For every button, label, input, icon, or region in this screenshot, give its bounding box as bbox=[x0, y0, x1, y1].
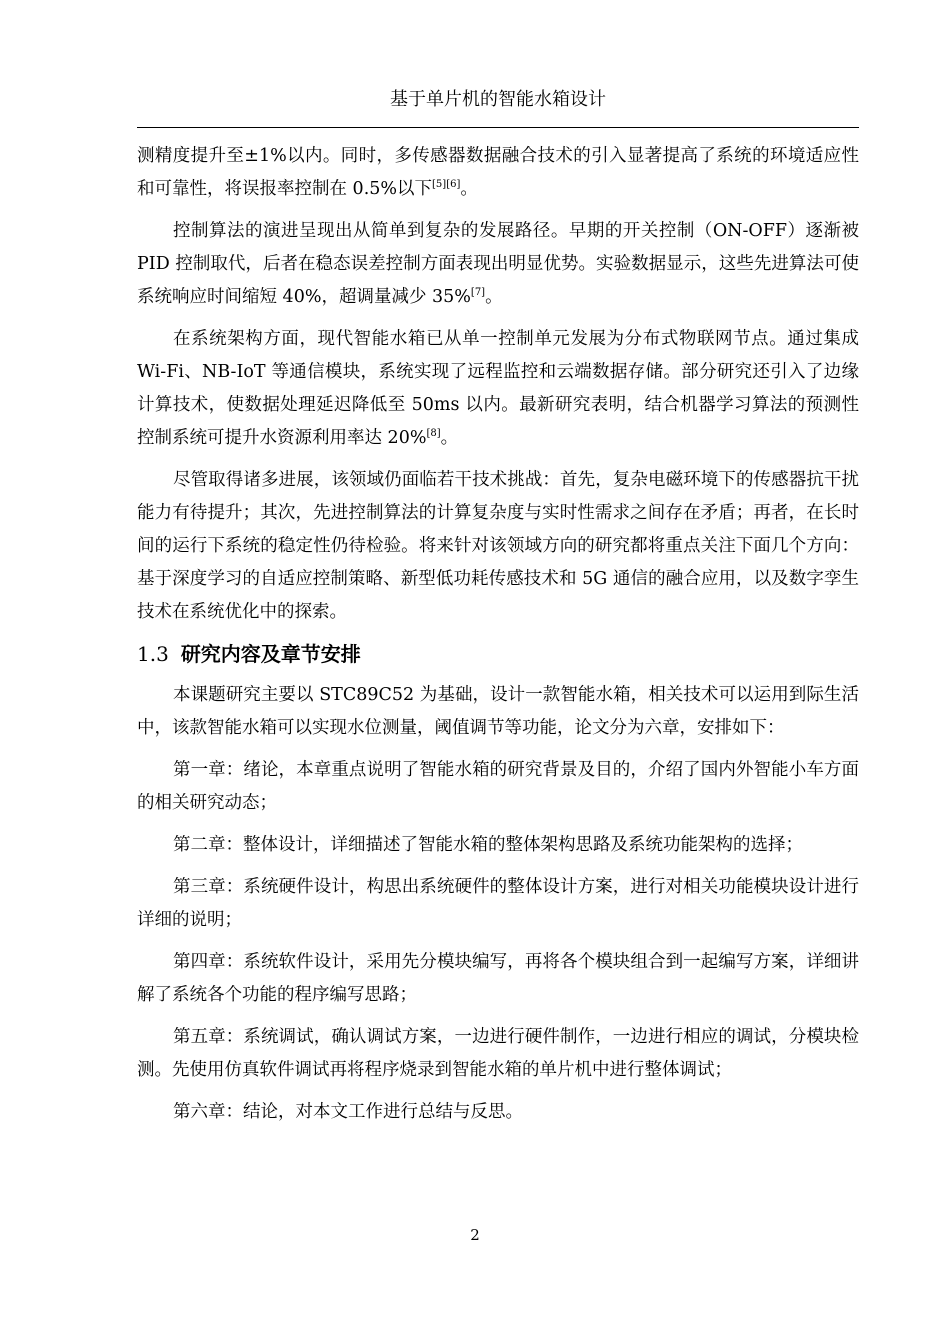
paragraph-intro: 本课题研究主要以 STC89C52 为基础，设计一款智能水箱，相关技术可以运用到际生活中，该款智能水箱可以实现水位测量，阈值调节等功能，论文分为六章，安排如下： bbox=[137, 685, 859, 738]
chapter-item-6: 第六章：结论，对本文工作进行总结与反思。 bbox=[173, 1102, 523, 1122]
chapter-item-1: 第一章：绪论，本章重点说明了智能水箱的研究背景及目的，介绍了国内外智能小车方面的相关研究动态； bbox=[137, 760, 859, 813]
chapter-item-2: 第二章：整体设计，详细描述了智能水箱的整体架构思路及系统功能架构的选择； bbox=[173, 835, 803, 855]
chapter-item-5: 第五章：系统调试，确认调试方案，一边进行硬件制作，一边进行相应的调试，分模块检测。先使用仿真软件调试再将程序烧录到智能水箱的单片机中进行整体调试； bbox=[137, 1027, 859, 1080]
running-header: 基于单片机的智能水箱设计 bbox=[390, 89, 606, 110]
chapter-item-4: 第四章：系统软件设计，采用先分模块编写，再将各个模块组合到一起编写方案，详细讲解了系统各个功能的程序编写思路； bbox=[137, 952, 859, 1005]
chapter-item-3: 第三章：系统硬件设计，构思出系统硬件的整体设计方案，进行对相关功能模块设计进行详细的说明； bbox=[137, 877, 859, 930]
citation: [8] bbox=[426, 428, 441, 439]
header-rule bbox=[137, 127, 859, 128]
paragraph-system-architecture: 在系统架构方面，现代智能水箱已从单一控制单元发展为分布式物联网节点。通过集成 Wi-Fi、NB-IoT 等通信模块，系统实现了远程监控和云端数据存储。部分研究还引入了边缘计算技术，使数据处理延迟降低至 50ms 以内。最新研究表明，结合机器学习算法的预测性控制系统可提升水资源利用率达 20%[8]。 bbox=[137, 329, 859, 448]
paragraph-challenges: 尽管取得诸多进展，该领域仍面临若干技术挑战：首先，复杂电磁环境下的传感器抗干扰能力有待提升；其次，先进控制算法的计算复杂度与实时性需求之间存在矛盾；再者，在长时间的运行下系统的稳定性仍待检验。将来针对该领域方向的研究都将重点关注下面几个方向：基于深度学习的自适应控制策略、新型低功耗传感技术和 5G 通信的融合应用，以及数字孪生技术在系统优化中的探索。 bbox=[137, 470, 859, 622]
page-body bbox=[137, 140, 859, 1129]
paragraph-control-algorithms: 控制算法的演进呈现出从简单到复杂的发展路径。早期的开关控制（ON-OFF）逐渐被 PID 控制取代，后者在稳态误差控制方面表现出明显优势。实验数据显示，这些先进算法可使系统响应时间缩短 40%，超调量减少 35%[7]。 bbox=[137, 221, 859, 307]
paragraph-continued: 测精度提升至±1%以内。同时，多传感器数据融合技术的引入显著提高了系统的环境适应性和可靠性，将误报率控制在 0.5%以下[5][6]。 bbox=[137, 146, 859, 199]
section-number: 1.3 bbox=[137, 642, 169, 666]
page-number: 2 bbox=[470, 1226, 480, 1244]
section-title: 研究内容及章节安排 bbox=[180, 642, 361, 666]
citation: [5][6] bbox=[432, 179, 461, 190]
citation: [7] bbox=[470, 287, 486, 298]
section-heading bbox=[137, 635, 859, 673]
